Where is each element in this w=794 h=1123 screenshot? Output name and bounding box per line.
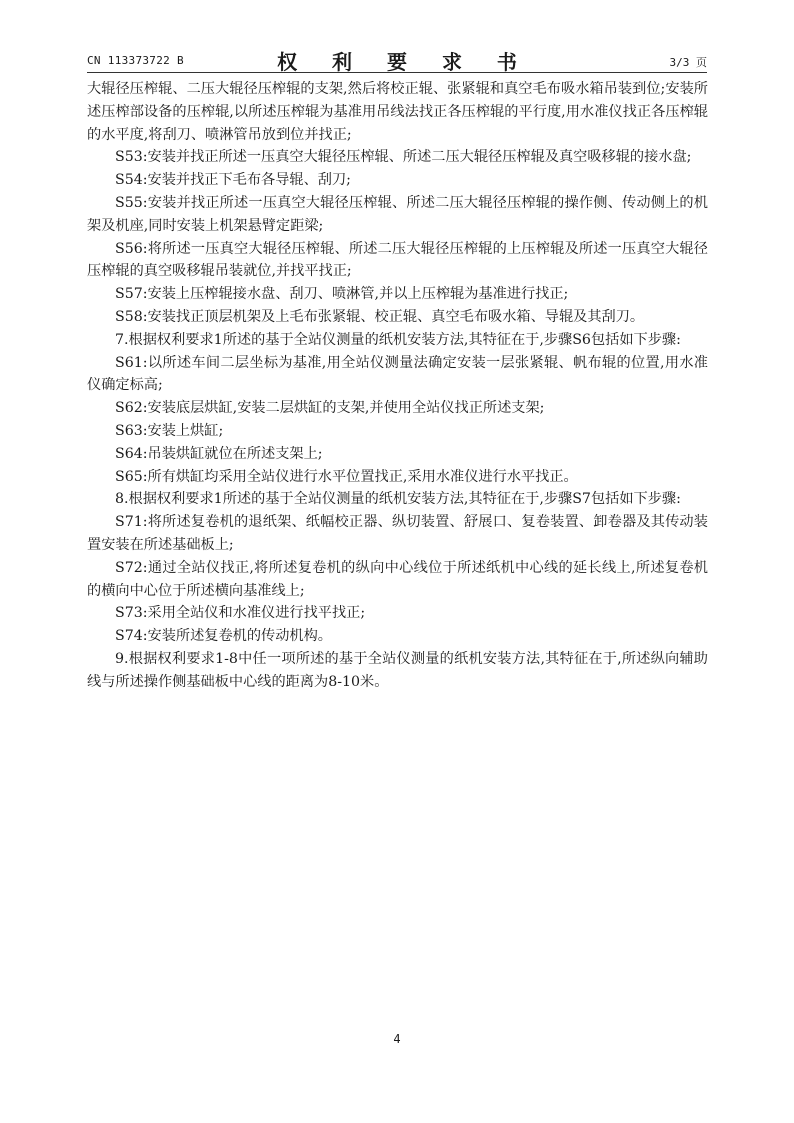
step-s58: S58:安装找正顶层机架及上毛布张紧辊、校正辊、真空毛布吸水箱、导辊及其刮刀。 <box>115 308 645 325</box>
page-number: 4 <box>393 1032 401 1046</box>
step-s65: S65:所有烘缸均采用全站仪进行水平位置找正,采用水准仪进行水平找正。 <box>115 468 578 485</box>
page-indicator: 3/3 页 <box>669 56 707 69</box>
step-s54: S54:安装并找正下毛布各导辊、刮刀; <box>115 172 351 189</box>
patent-number: CN 113373722 B <box>87 54 184 67</box>
step-s64: S64:吊装烘缸就位在所述支架上; <box>115 445 323 462</box>
claim-9: 9.根据权利要求1-8中任一项所述的基于全站仪测量的纸机安装方法,其特征在于,所述纵向辅助线与所述操作侧基础板中心线的距离为8-10米。 <box>87 650 708 690</box>
step-s72: S72:通过全站仪找正,将所述复卷机的纵向中心线位于所述纸机中心线的延长线上,所述复卷机的横向中心位于所述横向基准线上; <box>87 559 708 599</box>
step-s53: S53:安装并找正所述一压真空大辊径压榨辊、所述二压大辊径压榨辊及真空吸移辊的接水盘; <box>115 149 692 166</box>
claim-7: 7.根据权利要求1所述的基于全站仪测量的纸机安装方法,其特征在于,步骤S6包括如下步骤: <box>115 331 681 348</box>
step-s61: S61:以所述车间二层坐标为基准,用全站仪测量法确定安装一层张紧辊、帆布辊的位置,用水准仪确定标高; <box>87 354 708 394</box>
claim-8: 8.根据权利要求1所述的基于全站仪测量的纸机安装方法,其特征在于,步骤S7包括如下步骤: <box>115 491 681 508</box>
claims-body <box>87 78 708 694</box>
document-title: 权 利 要 求 书 <box>277 50 531 74</box>
claim-paragraph-continuation: 大辊径压榨辊、二压大辊径压榨辊的支架,然后将校正辊、张紧辊和真空毛布吸水箱吊装到位;安装所述压榨部设备的压榨辊,以所述压榨辊为基准用吊线法找正各压榨辊的平行度,用水准仪找正各压榨辊的水平度,将刮刀、喷淋管吊放到位并找正; <box>87 81 708 143</box>
step-s71: S71:将所述复卷机的退纸架、纸幅校正器、纵切装置、舒展口、复卷装置、卸卷器及其传动装置安装在所述基础板上; <box>87 514 708 553</box>
step-s73: S73:采用全站仪和水准仪进行找平找正; <box>115 605 366 622</box>
step-s62: S62:安装底层烘缸,安装二层烘缸的支架,并使用全站仪找正所述支架; <box>115 400 545 417</box>
step-s55: S55:安装并找正所述一压真空大辊径压榨辊、所述二压大辊径压榨辊的操作侧、传动侧上的机架及机座,同时安装上机架悬臂定距梁; <box>87 194 708 234</box>
page-header <box>87 42 707 72</box>
step-s74: S74:安装所述复卷机的传动机构。 <box>115 628 332 645</box>
step-s57: S57:安装上压榨辊接水盘、刮刀、喷淋管,并以上压榨辊为基准进行找正; <box>115 286 569 303</box>
step-s56: S56:将所述一压真空大辊径压榨辊、所述二压大辊径压榨辊的上压榨辊及所述一压真空大辊径压榨辊的真空吸移辊吊装就位,并找平找正; <box>87 240 708 280</box>
header-divider <box>87 72 707 73</box>
step-s63: S63:安装上烘缸; <box>115 422 224 439</box>
